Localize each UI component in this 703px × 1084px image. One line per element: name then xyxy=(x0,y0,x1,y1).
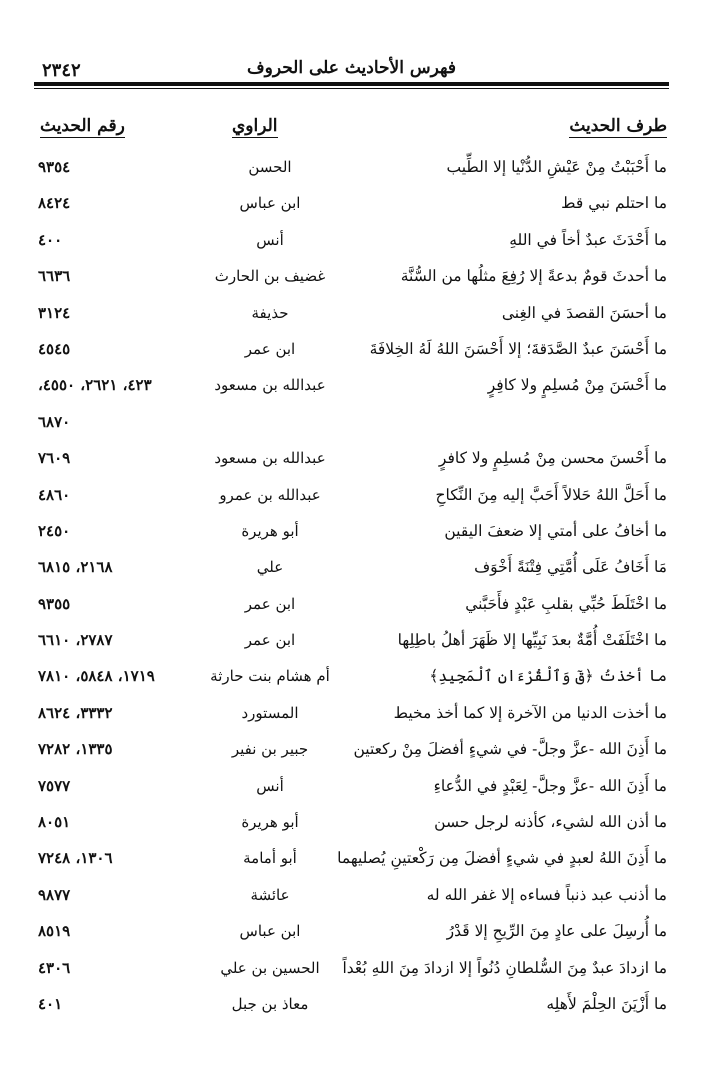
hadith-number: ٧٦٠٩ xyxy=(38,449,71,468)
page-number: ٢٣٤٢ xyxy=(38,60,85,81)
hadith-number: ٩٣٥٥ xyxy=(38,594,71,613)
table-row xyxy=(0,805,703,841)
narrator-name: جبير بن نفير xyxy=(231,740,309,759)
table-row xyxy=(0,186,703,222)
hadith-text: ما أذن الله لشيء، كأذنه لرجل حسن xyxy=(434,813,667,832)
table-row xyxy=(0,769,703,805)
table-row xyxy=(0,478,703,514)
hadith-number: ٨٥١٩ xyxy=(38,922,71,941)
hadith-number: ٢٧٨٧، ٦٦١٠ xyxy=(38,631,113,650)
narrator-name: عبدالله بن مسعود xyxy=(214,449,326,468)
hadith-text: ما أَزْيَنَ الحِلْمَ لأَهلِه xyxy=(546,994,667,1013)
hadith-number: ٤٠١ xyxy=(38,994,63,1013)
narrator-name: ابن عباس xyxy=(239,194,301,213)
narrator-name: ابن عمر xyxy=(244,339,296,358)
narrator-name: المستورد xyxy=(241,703,299,722)
hadith-text: ما أَحْدَثَ عبدٌ أخاً في اللهِ xyxy=(509,230,667,249)
table-row xyxy=(0,587,703,623)
narrator-name: ابن عمر xyxy=(244,631,296,650)
narrator-name: علي xyxy=(256,558,284,577)
hadith-number: ٤٢٣، ٢٦٢١، ٤٥٥٠، xyxy=(38,376,152,395)
hadith-number: ١٣٣٥، ٧٢٨٢ xyxy=(38,740,113,759)
narrator-name: حذيفة xyxy=(251,303,289,322)
hadith-number: ٦٨٧٠ xyxy=(38,412,71,431)
table-row xyxy=(0,150,703,186)
hadith-number: ٤٣٠٦ xyxy=(38,958,71,977)
narrator-name: الحسين بن علي xyxy=(220,958,320,977)
table-row xyxy=(0,878,703,914)
narrator-name: أبو هريرة xyxy=(241,521,299,540)
hadith-text: ما أحدثَ قومٌ بدعةً إلا رُفِعَ مثلُها من السُّنَّة xyxy=(400,267,667,286)
table-row xyxy=(0,223,703,259)
table-row xyxy=(0,732,703,768)
narrator-name: أنس xyxy=(256,776,284,795)
narrator-name: أنس xyxy=(256,230,284,249)
hadith-list xyxy=(0,150,703,1023)
hadith-text: ما اخْتَلَطَ حُبِّي بقلبِ عَبْدٍ فأَحَبَّني xyxy=(465,594,667,613)
narrator-name: أبو أمامة xyxy=(243,849,297,868)
table-row xyxy=(0,841,703,877)
hadith-number: ٩٣٥٤ xyxy=(38,158,71,176)
column-header-number: رقم الحديث xyxy=(40,116,125,136)
table-row xyxy=(0,696,703,732)
hadith-text: ما أخافُ على أمتي إلا ضعفَ اليقين xyxy=(444,521,667,540)
hadith-number: ٨٤٢٤ xyxy=(38,194,71,213)
hadith-text: ما احتلم نبي قط xyxy=(561,194,667,213)
narrator-name: الحسن xyxy=(248,158,292,176)
page-header xyxy=(34,58,669,92)
table-row xyxy=(0,987,703,1023)
hadith-number: ٤٠٠ xyxy=(38,230,63,249)
page-title: فهرس الأحاديث على الحروف xyxy=(34,58,669,78)
header-rule xyxy=(34,82,669,86)
table-row xyxy=(0,914,703,950)
hadith-text: ما أَذِنَ الله -عزَّ وجلَّ- لِعَبْدٍ في الدُّعاءِ xyxy=(433,776,667,795)
narrator-name: أبو هريرة xyxy=(241,813,299,832)
hadith-text: ما أُرسِلَ على عادٍ مِنَ الرِّيحِ إلا قَدْرُ xyxy=(446,922,667,941)
hadith-number: ٩٨٧٧ xyxy=(38,885,71,904)
hadith-text: ما أَحْسَنَ عبدٌ الصَّدَقةَ؛ إلا أَحْسَنَ اللهُ لَهُ الخِلافَةَ xyxy=(369,339,667,358)
hadith-text: ما أَذِنَ اللهُ لعبدٍ في شيءٍ أفضلَ مِن رَكْعتينِ يُصليهما xyxy=(337,849,667,868)
hadith-number: ١٧١٩، ٥٨٤٨، ٧٨١٠ xyxy=(38,667,155,686)
hadith-text: ما أخذتُ ﴿قٓ وَٱلْقُرْءَانِ ٱلْمَجِيدِ﴾ xyxy=(429,667,667,686)
hadith-text: ما أَحْسَنَ مِنْ مُسلِمٍ ولا كافِرٍ xyxy=(487,376,667,395)
hadith-number: ٤٨٦٠ xyxy=(38,485,71,504)
hadith-text: ما أَحَلَّ اللهُ حَلالاً أَحَبَّ إليه مِنَ النِّكاحِ xyxy=(435,485,667,504)
table-row xyxy=(0,296,703,332)
table-row xyxy=(0,441,703,477)
column-header-hadith: طرف الحديث xyxy=(569,116,667,136)
narrator-name: عبدالله بن عمرو xyxy=(219,485,321,504)
table-row xyxy=(0,259,703,295)
hadith-text: ما أَحْسنَ محسن مِنْ مُسلِمٍ ولا كافرٍ xyxy=(438,449,667,468)
hadith-number: ٢٤٥٠ xyxy=(38,521,71,540)
hadith-text: ما أذنب عبد ذنباً فساءه إلا غفر الله له xyxy=(426,885,667,904)
hadith-text: ما أَذِنَ الله -عزَّ وجلَّ- في شيءٍ أفضلَ مِنْ ركعتين xyxy=(353,740,667,759)
column-header-narrator: الراوي xyxy=(232,116,278,136)
header-rule-thin xyxy=(34,88,669,89)
hadith-text: مَا أَخَافُ عَلَى أُمَّتِي فِتْنَةً أَخْوَف xyxy=(474,558,667,577)
table-row xyxy=(0,368,703,404)
table-row xyxy=(0,405,703,441)
table-row xyxy=(0,951,703,987)
narrator-name: ابن عباس xyxy=(239,922,301,941)
hadith-number: ٣٣٣٢، ٨٦٢٤ xyxy=(38,703,113,722)
narrator-name: معاذ بن جبل xyxy=(231,994,309,1013)
narrator-name: عائشة xyxy=(250,885,290,904)
narrator-name: ابن عمر xyxy=(244,594,296,613)
hadith-number: ٨٠٥١ xyxy=(38,813,71,832)
column-headers xyxy=(0,116,703,144)
hadith-text: ما أخذت الدنيا من الآخرة إلا كما أخذ مخيط xyxy=(393,703,667,722)
hadith-number: ٣١٢٤ xyxy=(38,303,71,322)
hadith-text: ما اخْتَلَفَتْ أُمَّةٌ بعدَ نَبِيِّها إلا ظَهَرَ أهلُ باطِلِها xyxy=(397,631,667,650)
hadith-text: ما أَحْبَبْتُ مِنْ عَيْشِ الدُّنْيا إلا الطِّيب xyxy=(446,158,667,176)
hadith-number: ٦٦٣٦ xyxy=(38,267,71,286)
table-row xyxy=(0,659,703,695)
narrator-name: عبدالله بن مسعود xyxy=(214,376,326,395)
hadith-number: ٧٥٧٧ xyxy=(38,776,71,795)
table-row xyxy=(0,550,703,586)
narrator-name: غضيف بن الحارث xyxy=(214,267,326,286)
hadith-number: ٢١٦٨، ٦٨١٥ xyxy=(38,558,113,577)
hadith-text: ما ازدادَ عبدٌ مِنَ السُّلطانِ دُنُواً إلا ازدادَ مِنَ اللهِ بُعْداً xyxy=(342,958,667,977)
table-row xyxy=(0,623,703,659)
narrator-name: أم هشام بنت حارثة xyxy=(210,667,330,686)
hadith-text: ما أحسَنَ القصدَ في الغِنى xyxy=(501,303,667,322)
table-row xyxy=(0,332,703,368)
table-row xyxy=(0,514,703,550)
hadith-number: ٤٥٤٥ xyxy=(38,339,71,358)
hadith-number: ١٣٠٦، ٧٢٤٨ xyxy=(38,849,113,868)
